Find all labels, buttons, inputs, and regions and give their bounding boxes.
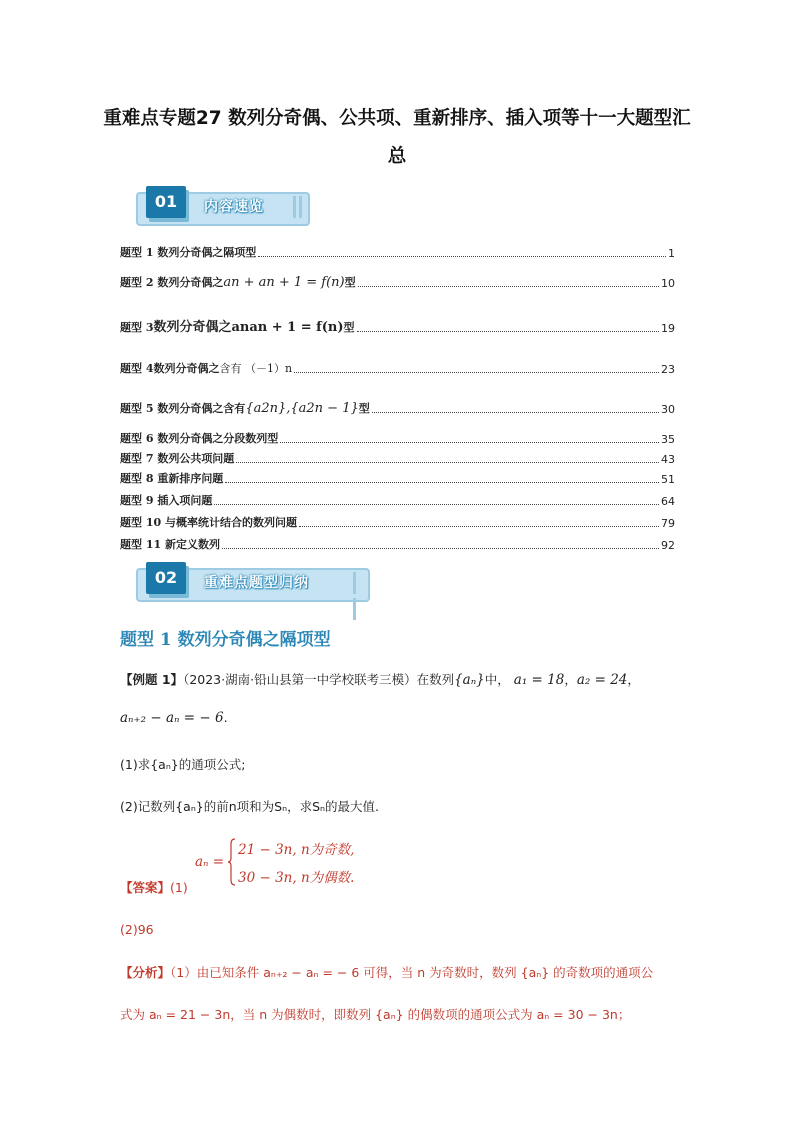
section-banner-overview [130, 186, 320, 226]
toc-item[interactable]: 题型 11 新定义数列 92 [120, 538, 675, 552]
answer-lhs: aₙ = [195, 854, 225, 870]
toc-item[interactable]: 题型 8 重新排序问题 51 [120, 472, 675, 486]
section-label: 重难点题型归纳 [204, 575, 309, 591]
banner-stripes [350, 572, 356, 624]
toc-item[interactable]: 题型 3 数列分奇偶之anan + 1 = f(n) 型 19 [120, 320, 675, 335]
toc-item[interactable]: 题型 2 数列分奇偶之 an + an + 1 = f(n) 型 10 [120, 275, 675, 290]
answer-case-1: 21 − 3n, n为奇数, [238, 842, 355, 858]
section-banner-types [130, 562, 320, 602]
answer-label: 【答案】(1) [120, 880, 188, 895]
document-title: 重难点专题27 数列分奇偶、公共项、重新排序、插入项等十一大题型汇总 [103, 108, 691, 167]
toc-item[interactable]: 题型 10 与概率统计结合的数列问题 79 [120, 516, 675, 530]
analysis-line-2: 式为 aₙ = 21 − 3n，当 n 为偶数时，即数列 {aₙ} 的偶数项的通项公式为 aₙ = 30 − 3n； [120, 1007, 631, 1022]
example-statement: 【例题 1】（2023·湖南·铅山县第一中学校联考三模）在数列{aₙ}中， a₁ = 18，a₂ = 24， [120, 672, 640, 688]
toc-item[interactable]: 题型 1 数列分奇偶之隔项型 1 [120, 246, 675, 260]
answer-case-2: 30 − 3n, n为偶数. [238, 870, 355, 886]
question-2: (2)记数列{aₙ}的前n项和为Sₙ，求Sₙ的最大值. [120, 799, 379, 814]
section-label: 内容速览 [204, 199, 264, 215]
analysis-line-1: 【分析】（1）由已知条件 aₙ₊₂ − aₙ = − 6 可得，当 n 为奇数时，数列 {aₙ} 的奇数项的通项公 [120, 965, 654, 980]
answer-part-2: (2)96 [120, 922, 154, 937]
toc-item[interactable]: 题型 4 数列分奇偶之 含有 （－1）n 23 [120, 362, 675, 376]
toc-item[interactable]: 题型 5 数列分奇偶之含有 {a2n},{a2n − 1} 型 30 [120, 401, 675, 416]
toc-item[interactable]: 题型 9 插入项问题 64 [120, 494, 675, 508]
question-1: (1)求{aₙ}的通项公式; [120, 757, 246, 772]
section-number: 01 [146, 186, 186, 218]
type-heading: 题型 1 数列分奇偶之隔项型 [120, 630, 331, 650]
toc-item[interactable]: 题型 6 数列分奇偶之分段数列型 35 [120, 432, 675, 446]
toc-item[interactable]: 题型 7 数列公共项问题 43 [120, 452, 675, 466]
banner-stripes [290, 196, 302, 222]
recurrence: aₙ₊₂ − aₙ = − 6. [120, 710, 228, 726]
section-number: 02 [146, 562, 186, 594]
